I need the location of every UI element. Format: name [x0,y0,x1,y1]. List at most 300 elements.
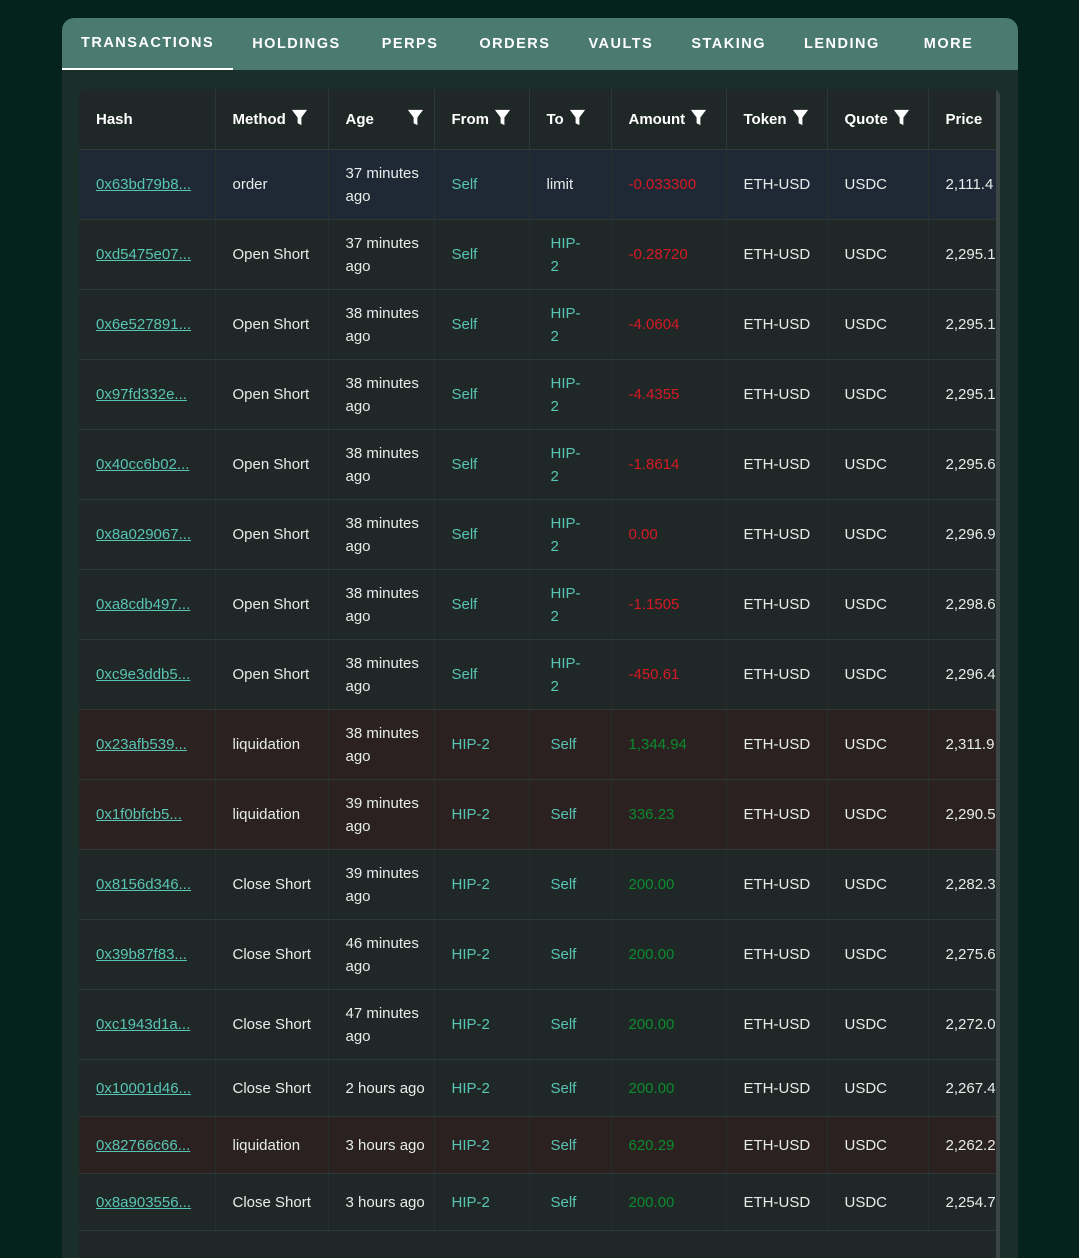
to-address[interactable]: Self [550,1016,577,1033]
cell-hash [79,150,215,220]
header-from: From [434,89,529,150]
to-address[interactable]: Self [550,806,577,823]
tab-more[interactable]: MORE [923,36,974,52]
age-text: 38 minutes ago [345,304,419,345]
amount-value: 0.00 [628,526,658,543]
from-address[interactable]: Self [451,456,478,473]
cell-age [328,360,434,430]
amount-value: 200.00 [628,1016,675,1033]
cell-to [529,1174,611,1231]
cell-token [726,640,827,710]
from-address[interactable]: Self [451,526,478,543]
cell-amount [611,710,726,780]
cell-from [434,710,529,780]
tx-hash-link[interactable]: 0x97fd332e... [96,386,187,403]
filter-icon[interactable] [406,108,425,131]
amount-value: 1,344.94 [628,736,687,753]
method-text: Close Short [232,876,311,893]
cell-quote [827,1117,928,1174]
cell-quote [827,430,928,500]
cell-method [215,920,328,990]
cell-hash [79,640,215,710]
transactions-table [79,89,1000,1231]
method-text: liquidation [232,806,301,823]
token-text: ETH-USD [743,666,811,683]
token-text: ETH-USD [743,1136,811,1154]
cell-price [928,990,1000,1060]
token-text: ETH-USD [743,596,811,613]
cell-method [215,640,328,710]
quote-text: USDC [844,386,888,403]
cell-price [928,290,1000,360]
cell-from [434,570,529,640]
cell-age [328,220,434,290]
method-text: Open Short [232,666,310,683]
table-row[interactable] [79,710,1000,780]
tab-bar [62,18,1018,70]
price-value: 2,272.0 [945,1016,996,1033]
cell-age [328,710,434,780]
cell-amount [611,850,726,920]
cell-method [215,360,328,430]
to-address[interactable]: HIP-2 [550,304,581,345]
cell-from [434,640,529,710]
cell-price [928,1117,1000,1174]
age-text: 38 minutes ago [345,724,419,765]
header-quote: Quote [827,89,928,150]
cell-token [726,220,827,290]
cell-to [529,1060,611,1117]
amount-value: -450.61 [628,666,680,683]
header-age: Age [328,89,434,150]
method-text: Open Short [232,526,310,543]
price-value: 2,267.4 [945,1079,996,1097]
age-text: 38 minutes ago [345,444,419,485]
price-value: 2,295.1 [945,316,996,333]
method-text: Open Short [232,316,310,333]
cell-to [529,640,611,710]
tx-hash-link[interactable]: 0x1f0bfcb5... [96,806,182,823]
cell-age [328,850,434,920]
cell-quote [827,290,928,360]
cell-quote [827,220,928,290]
age-text: 38 minutes ago [345,374,419,415]
tx-hash-link[interactable]: 0xa8cdb497... [96,596,191,613]
cell-method [215,850,328,920]
cell-quote [827,1174,928,1231]
from-address[interactable]: Self [451,246,478,263]
cell-price [928,220,1000,290]
cell-quote [827,710,928,780]
cell-method [215,430,328,500]
to-address[interactable]: HIP-2 [550,514,581,555]
cell-from [434,1174,529,1231]
age-text: 3 hours ago [345,1193,425,1211]
table-row[interactable] [79,780,1000,850]
cell-token [726,360,827,430]
to-address[interactable]: Self [550,946,577,963]
filter-icon[interactable] [689,108,708,131]
cell-hash [79,780,215,850]
cell-quote [827,850,928,920]
cell-method [215,1117,328,1174]
amount-value: 200.00 [628,1079,675,1097]
cell-from [434,1060,529,1117]
age-text: 38 minutes ago [345,514,419,555]
token-text: ETH-USD [743,946,811,963]
cell-to [529,500,611,570]
tx-hash-link[interactable]: 0x40cc6b02... [96,456,190,473]
cell-hash [79,1117,215,1174]
table-row[interactable] [79,150,1000,220]
price-value: 2,295.1 [945,246,996,263]
table-row[interactable] [79,920,1000,990]
cell-method [215,780,328,850]
cell-age [328,780,434,850]
age-text: 37 minutes ago [345,164,419,205]
cell-method [215,1174,328,1231]
cell-token [726,1117,827,1174]
amount-value: -0.033300 [628,176,697,193]
cell-hash [79,290,215,360]
token-text: ETH-USD [743,1193,811,1211]
quote-text: USDC [844,806,888,823]
to-address: limit [546,176,574,193]
table-row[interactable] [79,220,1000,290]
token-text: ETH-USD [743,736,811,753]
amount-value: 200.00 [628,946,675,963]
from-address[interactable]: HIP-2 [451,946,490,963]
price-value: 2,111.4 [945,176,994,193]
token-text: ETH-USD [743,806,811,823]
cell-hash [79,710,215,780]
price-value: 2,296.9 [945,526,996,543]
cell-to [529,150,611,220]
cell-to [529,920,611,990]
price-value: 2,296.4 [945,666,996,683]
filter-icon[interactable] [892,108,911,131]
price-value: 2,298.6 [945,596,996,613]
token-text: ETH-USD [743,526,811,543]
cell-to [529,290,611,360]
table-row[interactable] [79,500,1000,570]
method-text: Close Short [232,1016,311,1033]
cell-price [928,500,1000,570]
tab-lending[interactable]: LENDING [804,36,880,52]
transactions-panel [62,18,1018,1258]
table-row[interactable] [79,430,1000,500]
cell-token [726,1060,827,1117]
cell-to [529,710,611,780]
cell-amount [611,1117,726,1174]
tx-hash-link[interactable]: 0x10001d46... [96,1079,192,1097]
tx-hash-link[interactable]: 0x39b87f83... [96,946,187,963]
age-text: 38 minutes ago [345,654,419,695]
quote-text: USDC [844,1016,888,1033]
tx-hash-link[interactable]: 0x6e527891... [96,316,192,333]
table-row[interactable] [79,290,1000,360]
cell-method [215,500,328,570]
cell-token [726,780,827,850]
cell-from [434,1117,529,1174]
cell-amount [611,1060,726,1117]
transactions-table-container [79,89,1000,1258]
quote-text: USDC [844,666,888,683]
from-address[interactable]: Self [451,386,478,403]
cell-price [928,1060,1000,1117]
price-value: 2,262.2 [945,1136,996,1154]
cell-method [215,290,328,360]
cell-hash [79,570,215,640]
from-address[interactable]: Self [451,666,478,683]
cell-hash [79,430,215,500]
age-text: 39 minutes ago [345,864,419,905]
to-address[interactable]: HIP-2 [550,654,581,695]
cell-age [328,1174,434,1231]
cell-from [434,850,529,920]
age-text: 3 hours ago [345,1136,425,1154]
from-address[interactable]: HIP-2 [451,1016,490,1033]
cell-hash [79,500,215,570]
header-price: Price [928,89,1000,150]
price-value: 2,295.6 [945,456,996,473]
cell-to [529,850,611,920]
to-address[interactable]: Self [550,1193,577,1211]
cell-token [726,990,827,1060]
header-to: To [529,89,611,150]
token-text: ETH-USD [743,386,811,403]
price-value: 2,295.1 [945,386,996,403]
cell-from [434,780,529,850]
amount-value: -0.28720 [628,246,688,263]
cell-hash [79,1060,215,1117]
cell-price [928,570,1000,640]
to-address[interactable]: Self [550,1079,577,1097]
tab-orders[interactable]: ORDERS [479,36,551,52]
cell-amount [611,780,726,850]
header-hash: Hash [79,89,215,150]
amount-value: -4.0604 [628,316,680,333]
cell-token [726,430,827,500]
cell-age [328,1060,434,1117]
tx-hash-link[interactable]: 0xc1943d1a... [96,1016,191,1033]
cell-method [215,990,328,1060]
cell-amount [611,920,726,990]
filter-icon[interactable] [568,108,587,131]
cell-amount [611,570,726,640]
from-address[interactable]: HIP-2 [451,1136,490,1154]
tx-hash-link[interactable]: 0x8a903556... [96,1193,192,1211]
method-text: Close Short [232,1193,311,1211]
age-text: 2 hours ago [345,1079,425,1097]
from-address[interactable]: Self [451,176,478,193]
cell-price [928,150,1000,220]
table-row[interactable] [79,1174,1000,1231]
quote-text: USDC [844,946,888,963]
table-row[interactable] [79,640,1000,710]
tx-hash-link[interactable]: 0xd5475e07... [96,246,192,263]
cell-amount [611,220,726,290]
from-address[interactable]: Self [451,596,478,613]
cell-from [434,360,529,430]
tab-perps[interactable]: PERPS [381,36,439,52]
filter-icon[interactable] [290,108,309,131]
amount-value: 200.00 [628,1193,675,1211]
cell-amount [611,1174,726,1231]
table-row[interactable] [79,1117,1000,1174]
table-row[interactable] [79,990,1000,1060]
cell-token [726,500,827,570]
cell-quote [827,500,928,570]
token-text: ETH-USD [743,246,811,263]
filter-icon[interactable] [493,108,512,131]
cell-method [215,150,328,220]
vertical-scrollbar[interactable] [996,89,1000,1258]
header-token: Token [726,89,827,150]
method-text: Open Short [232,456,310,473]
quote-text: USDC [844,316,888,333]
method-text: Close Short [232,946,311,963]
from-address[interactable]: HIP-2 [451,876,490,893]
age-text: 38 minutes ago [345,584,419,625]
cell-quote [827,360,928,430]
cell-quote [827,570,928,640]
cell-age [328,430,434,500]
cell-amount [611,640,726,710]
method-text: liquidation [232,1136,301,1154]
amount-value: 336.23 [628,806,675,823]
cell-quote [827,780,928,850]
to-address[interactable]: Self [550,876,577,893]
cell-from [434,500,529,570]
cell-amount [611,990,726,1060]
from-address[interactable]: HIP-2 [451,1079,490,1097]
tx-hash-link[interactable]: 0x8a029067... [96,526,192,543]
token-text: ETH-USD [743,456,811,473]
cell-quote [827,150,928,220]
table-row[interactable] [79,850,1000,920]
cell-token [726,710,827,780]
cell-age [328,570,434,640]
from-address[interactable]: HIP-2 [451,806,490,823]
method-text: Open Short [232,596,310,613]
cell-hash [79,1174,215,1231]
cell-hash [79,850,215,920]
to-address[interactable]: HIP-2 [550,584,581,625]
quote-text: USDC [844,876,888,893]
tx-hash-link[interactable]: 0x82766c66... [96,1136,191,1154]
header-method: Method [215,89,328,150]
tx-hash-link[interactable]: 0x63bd79b8... [96,176,192,193]
cell-quote [827,1060,928,1117]
cell-token [726,570,827,640]
table-row[interactable] [79,570,1000,640]
age-text: 39 minutes ago [345,794,419,835]
tab-staking[interactable]: STAKING [691,36,766,52]
to-address[interactable]: HIP-2 [550,234,581,275]
cell-age [328,990,434,1060]
cell-age [328,290,434,360]
cell-hash [79,920,215,990]
cell-to [529,990,611,1060]
cell-price [928,780,1000,850]
cell-from [434,430,529,500]
cell-hash [79,220,215,290]
method-text: liquidation [232,736,301,753]
table-row[interactable] [79,360,1000,430]
tx-hash-link[interactable]: 0x8156d346... [96,876,192,893]
quote-text: USDC [844,1193,888,1211]
cell-age [328,920,434,990]
cell-token [726,920,827,990]
from-address[interactable]: HIP-2 [451,736,490,753]
amount-value: -4.4355 [628,386,680,403]
tab-transactions[interactable]: TRANSACTIONS [62,18,233,70]
amount-value: 620.29 [628,1136,675,1154]
cell-amount [611,500,726,570]
cell-amount [611,360,726,430]
cell-quote [827,990,928,1060]
token-text: ETH-USD [743,176,811,193]
cell-age [328,640,434,710]
table-header-row [79,89,1000,150]
token-text: ETH-USD [743,1079,811,1097]
cell-amount [611,430,726,500]
price-value: 2,254.7 [945,1193,996,1211]
token-text: ETH-USD [743,876,811,893]
cell-hash [79,360,215,430]
tab-holdings[interactable]: HOLDINGS [252,36,341,52]
cell-method [215,710,328,780]
to-address[interactable]: Self [550,736,577,753]
tx-hash-link[interactable]: 0xc9e3ddb5... [96,666,191,683]
amount-value: -1.1505 [628,596,680,613]
cell-quote [827,920,928,990]
quote-text: USDC [844,176,888,193]
filter-icon[interactable] [791,108,810,131]
table-row[interactable] [79,1060,1000,1117]
cell-hash [79,990,215,1060]
cell-to [529,360,611,430]
method-text: Close Short [232,1079,311,1097]
cell-from [434,150,529,220]
cell-price [928,850,1000,920]
cell-to [529,570,611,640]
amount-value: 200.00 [628,876,675,893]
tx-hash-link[interactable]: 0x23afb539... [96,736,187,753]
cell-method [215,1060,328,1117]
to-address[interactable]: HIP-2 [550,444,581,485]
price-value: 2,275.6 [945,946,996,963]
cell-token [726,150,827,220]
cell-method [215,220,328,290]
cell-method [215,570,328,640]
cell-quote [827,640,928,710]
quote-text: USDC [844,246,888,263]
cell-amount [611,290,726,360]
quote-text: USDC [844,1136,888,1154]
amount-value: -1.8614 [628,456,680,473]
cell-age [328,500,434,570]
from-address[interactable]: Self [451,316,478,333]
from-address[interactable]: HIP-2 [451,1193,490,1211]
to-address[interactable]: Self [550,1136,577,1154]
age-text: 37 minutes ago [345,234,419,275]
tab-vaults[interactable]: VAULTS [588,36,654,52]
cell-token [726,1174,827,1231]
to-address[interactable]: HIP-2 [550,374,581,415]
price-value: 2,290.5 [945,806,996,823]
